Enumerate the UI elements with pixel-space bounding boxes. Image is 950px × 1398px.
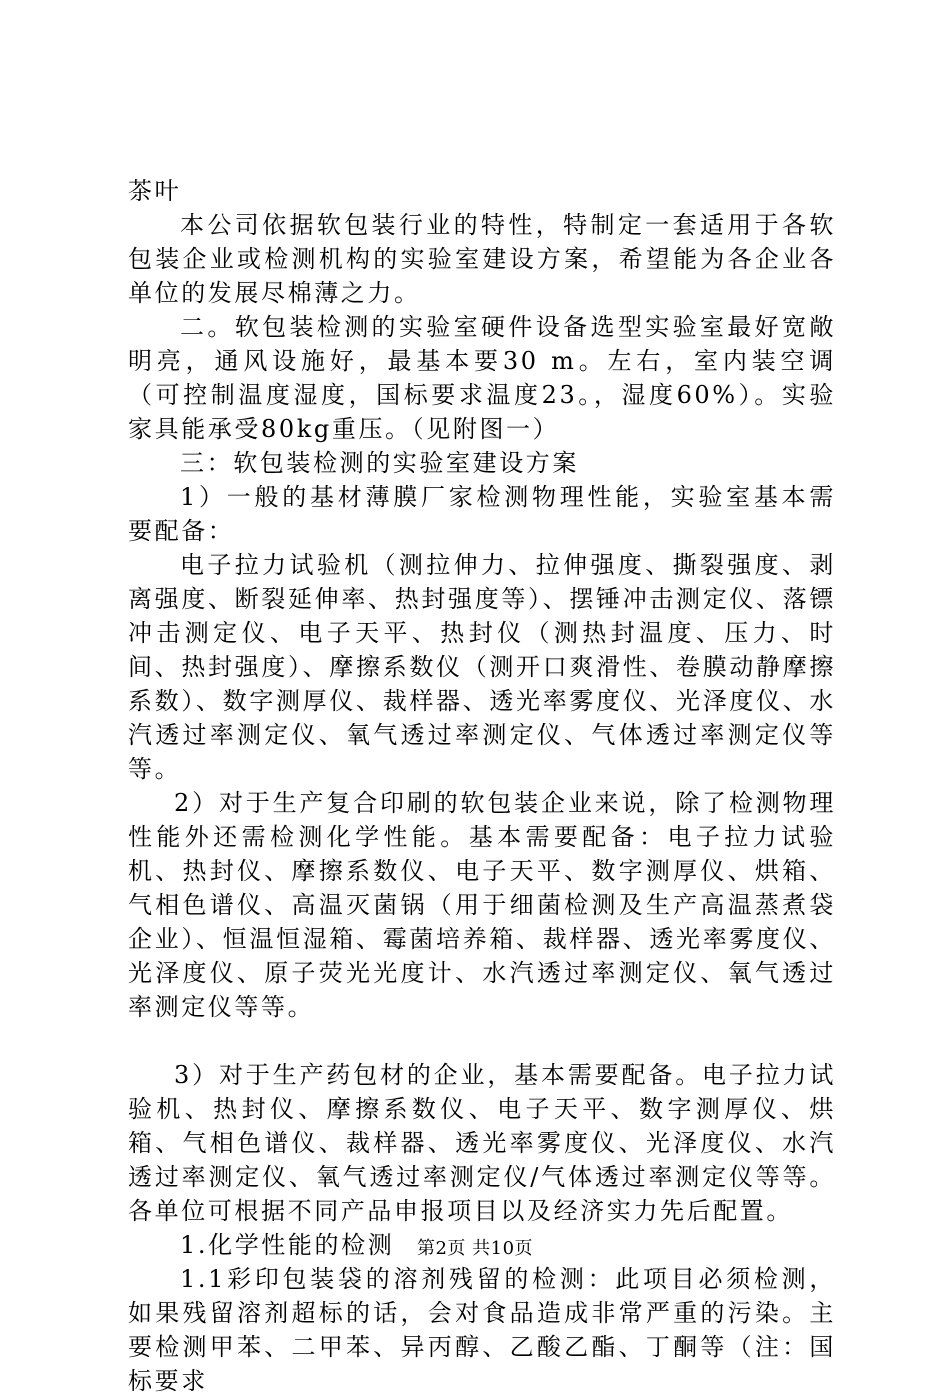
paragraph-item-1-equipment: 电子拉力试验机（测拉伸力、拉伸强度、撕裂强度、剥离强度、断裂延伸率、热封强度等）、摆锤冲击测定仪、落镖冲击测定仪、电子天平、热封仪（测热封温度、压力、时间、热封强度）、摩擦系数仪（测开口爽滑性、卷膜动静摩擦系数）、数字测厚仪、裁样器、透光率雾度仪、光泽度仪、水汽透过率测定仪、氧气透过率测定仪、气体透过率测定仪等等。 [128, 551, 836, 783]
page-footer: 第2页 共10页 [416, 1238, 534, 1259]
paragraph-chem-1-1: 1.1彩印包装袋的溶剂残留的检测：此项目必须检测，如果残留溶剂超标的话，会对食品造成非常严重的污染。主要检测甲苯、二甲苯、异丙醇、乙酸乙酯、丁酮等（注：国标要求 [128, 1265, 836, 1395]
paragraph-item-1: 1）一般的基材薄膜厂家检测物理性能，实验室基本需要配备： [128, 483, 836, 545]
paragraph-intro: 本公司依据软包装行业的特性，特制定一套适用于各软包装企业或检测机构的实验室建设方案，希望能为各企业各单位的发展尽棉薄之力。 [128, 211, 836, 307]
paragraph-section-2: 二。软包装检测的实验室硬件设备选型实验室最好宽敞明亮，通风设施好，最基本要30 m。左右，室内装空调（可控制温度湿度，国标要求温度23。，湿度60%）。实验家具能承受80kg重压。（见附图一） [128, 313, 836, 443]
paragraph-gap [128, 1024, 836, 1058]
document-body [128, 174, 836, 1398]
paragraph-item-2: 2）对于生产复合印刷的软包装企业来说，除了检测物理性能外还需检测化学性能。基本需要配备：电子拉力试验机、热封仪、摩擦系数仪、电子天平、数字测厚仪、烘箱、气相色谱仪、高温灭菌锅（用于细菌检测及生产高温蒸煮袋企业）、恒温恒湿箱、霉菌培养箱、裁样器、透光率雾度仪、光泽度仪、原子荧光光度计、水汽透过率测定仪、氧气透过率测定仪等等。 [128, 789, 836, 1021]
paragraph-chem-title: 1.化学性能的检测 [180, 1231, 395, 1259]
paragraph-section-3-title: 三：软包装检测的实验室建设方案 [180, 449, 579, 477]
paragraph-heading-tea: 茶叶 [128, 177, 182, 205]
paragraph-item-3: 3）对于生产药包材的企业，基本需要配备。电子拉力试验机、热封仪、摩擦系数仪、电子天平、数字测厚仪、烘箱、气相色谱仪、裁样器、透光率雾度仪、光泽度仪、水汽透过率测定仪、氧气透过率测定仪/气体透过率测定仪等等。各单位可根据不同产品申报项目以及经济实力先后配置。 [128, 1061, 836, 1225]
